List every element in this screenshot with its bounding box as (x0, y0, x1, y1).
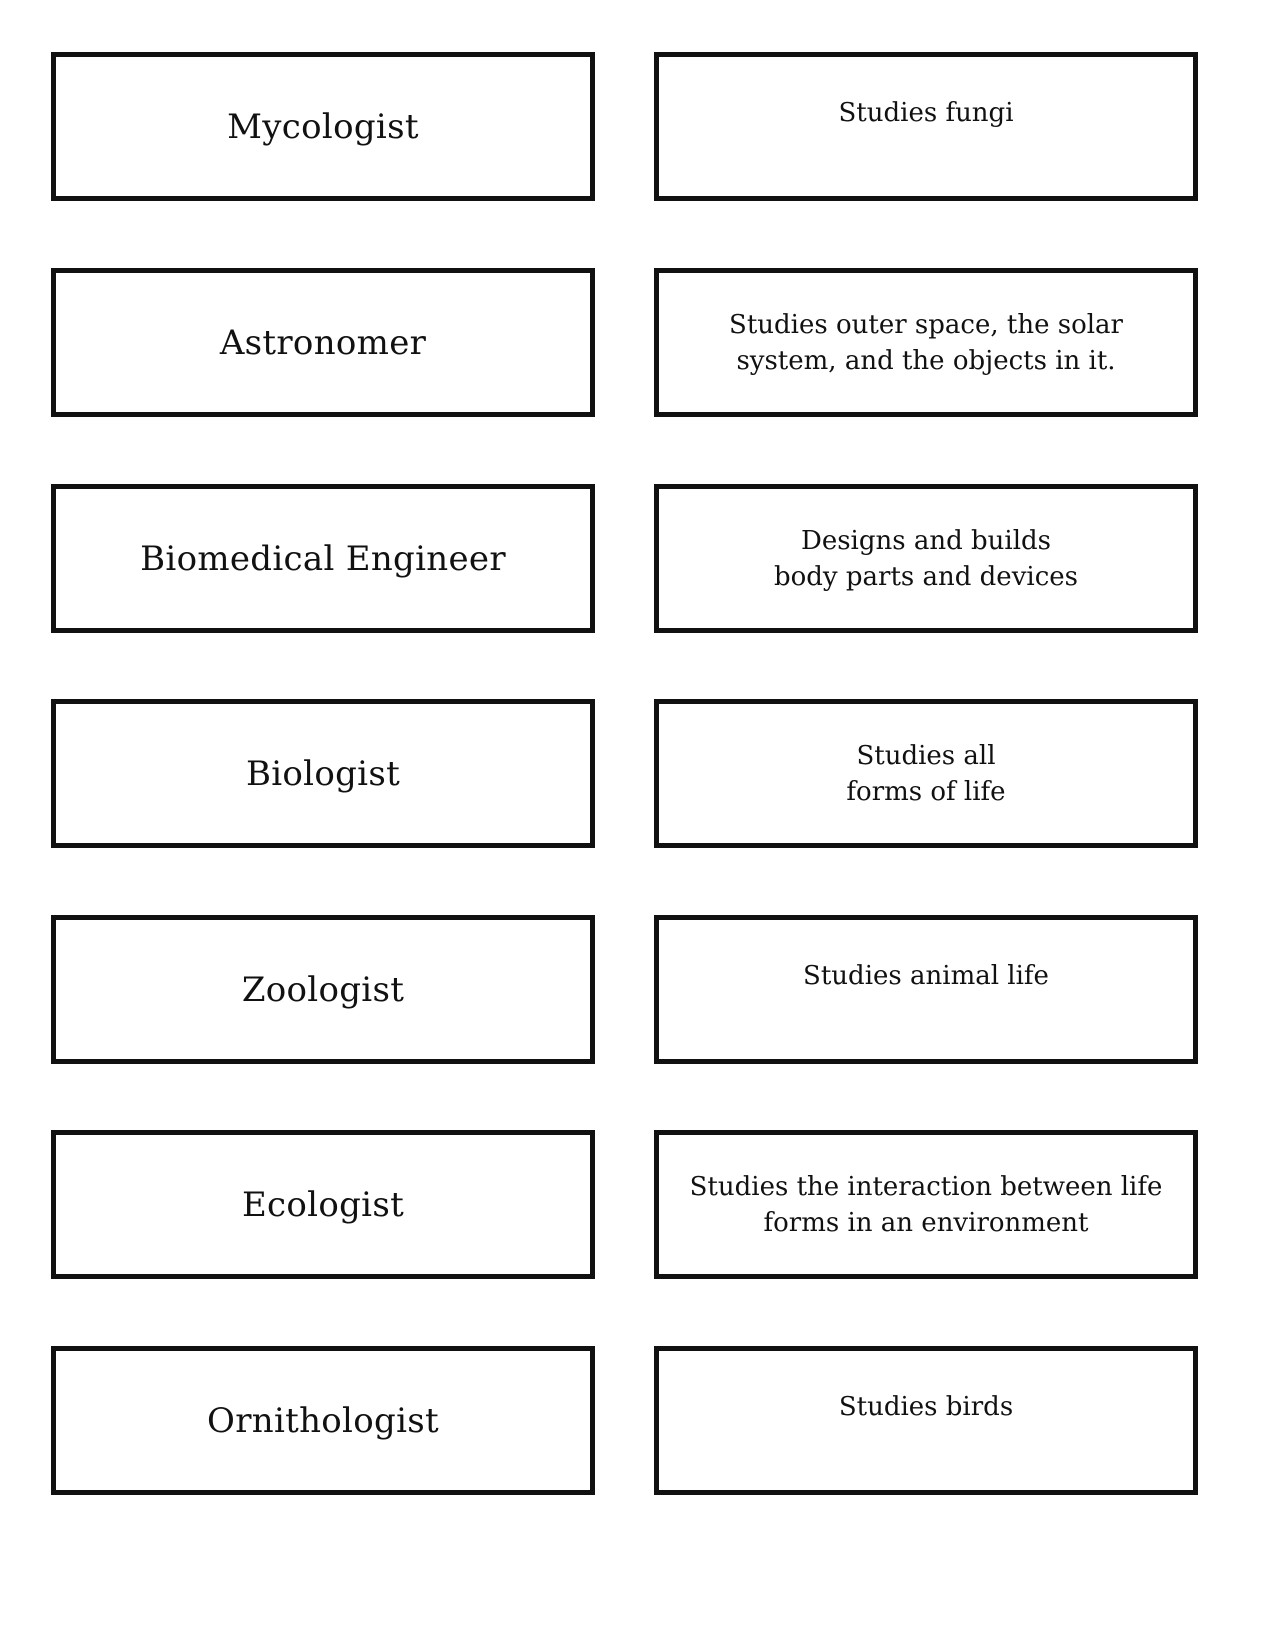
term-card-ornithologist (51, 1346, 595, 1495)
definition-card-ecologist (654, 1130, 1198, 1279)
term-card-zoologist (51, 915, 595, 1064)
term-label: Mycologist (227, 106, 419, 147)
term-label: Biologist (245, 753, 401, 794)
definition-text: Designs and builds body parts and devices (773, 525, 1078, 592)
term-card-biologist (51, 699, 595, 848)
definition-text: Studies outer space, the solar system, and the objects in it. (729, 309, 1123, 376)
definition-card-ornithologist (654, 1346, 1198, 1495)
term-label: Zoologist (241, 969, 405, 1010)
definition-text: Studies birds (838, 1392, 1014, 1422)
definition-text: Studies fungi (838, 98, 1014, 128)
term-label: Biomedical Engineer (140, 538, 506, 579)
term-card-astronomer (51, 268, 595, 417)
definition-card-mycologist (654, 52, 1198, 201)
term-label: Ornithologist (207, 1400, 439, 1441)
definition-card-biomedical-engineer (654, 484, 1198, 633)
definition-card-biologist (654, 699, 1198, 848)
definition-card-astronomer (654, 268, 1198, 417)
term-card-mycologist (51, 52, 595, 201)
definition-text: Studies all forms of life (846, 740, 1006, 807)
term-card-biomedical-engineer (51, 484, 595, 633)
term-label: Ecologist (241, 1184, 405, 1225)
term-label: Astronomer (219, 322, 427, 363)
term-card-ecologist (51, 1130, 595, 1279)
definition-text: Studies the interaction between life forms in an environment (689, 1171, 1163, 1238)
definition-card-zoologist (654, 915, 1198, 1064)
definition-text: Studies animal life (803, 961, 1049, 991)
